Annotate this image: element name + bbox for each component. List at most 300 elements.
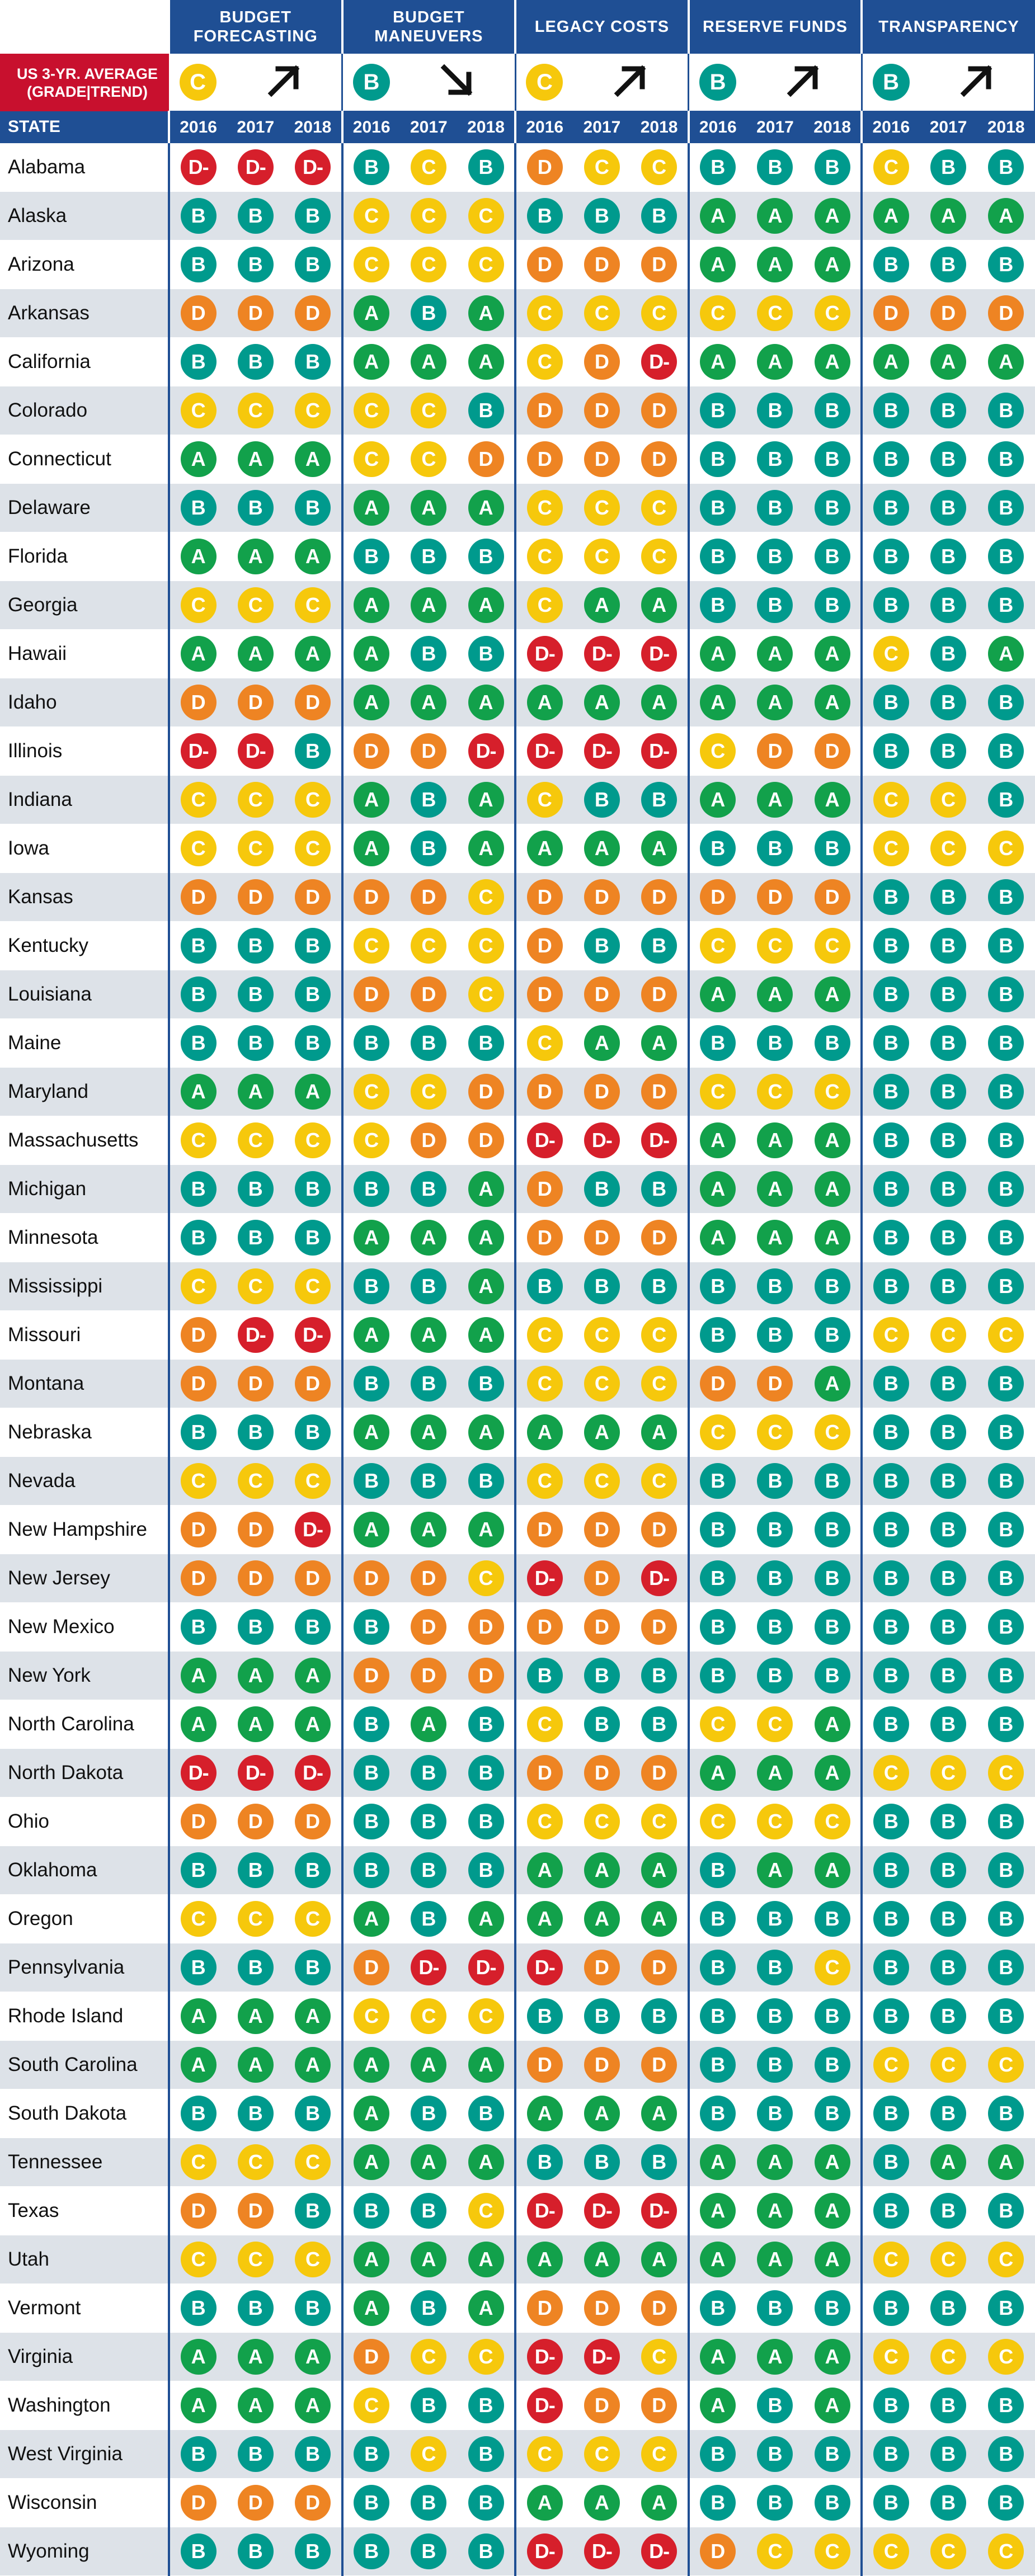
grade-badge: B: [584, 782, 620, 818]
grade-cell: [284, 1310, 342, 1359]
grade-badge: B: [988, 1852, 1024, 1888]
grade-cell: [862, 775, 919, 824]
grade-cell: [573, 191, 631, 240]
grade-badge: A: [238, 1658, 274, 1693]
grade-badge: B: [181, 928, 217, 964]
grade-cell: [458, 1700, 515, 1748]
grade-badge: C: [873, 149, 909, 185]
grade-cell: [862, 1067, 919, 1116]
grade-cell: [631, 629, 689, 678]
grade-badge: A: [295, 441, 331, 477]
grade-cell: [689, 1262, 746, 1310]
grade-badge: B: [238, 1025, 274, 1061]
grade-badge: C: [873, 636, 909, 672]
grade-cell: [977, 581, 1035, 629]
grade-badge: B: [988, 2388, 1024, 2423]
grade-cell: [284, 1992, 342, 2040]
grade-badge: D: [584, 1609, 620, 1645]
grade-cell: [573, 2138, 631, 2186]
grade-badge: B: [988, 1074, 1024, 1110]
grade-cell: [631, 1310, 689, 1359]
grade-cell: [458, 1164, 515, 1213]
grade-cell: [515, 1116, 573, 1164]
grade-cell: [458, 1213, 515, 1262]
trend-up-arrow-icon: [611, 61, 650, 100]
grade-badge: A: [527, 1901, 563, 1937]
state-row: [0, 1116, 1035, 1164]
grade-cell: [515, 483, 573, 532]
grade-badge: D: [584, 1074, 620, 1110]
grade-cell: [746, 2332, 804, 2381]
grade-cell: [342, 2332, 400, 2381]
grade-cell: [515, 1554, 573, 1602]
grade-badge: D-: [181, 149, 217, 185]
grade-cell: [458, 2040, 515, 2089]
grade-badge: D: [700, 879, 736, 915]
grade-badge: D-: [527, 2193, 563, 2229]
state-name: New Mexico: [0, 1602, 169, 1651]
grade-badge: B: [930, 1560, 966, 1596]
grade-badge: B: [988, 1025, 1024, 1061]
grade-cell: [227, 2429, 284, 2478]
grade-cell: [919, 2429, 977, 2478]
grade-cell: [458, 726, 515, 775]
grade-badge: B: [700, 2485, 736, 2521]
grade-cell: [919, 678, 977, 726]
grade-cell: [342, 289, 400, 337]
grade-cell: [689, 1602, 746, 1651]
grade-cell: [862, 726, 919, 775]
grade-cell: [862, 1554, 919, 1602]
grade-badge: D: [354, 879, 389, 915]
grade-cell: [919, 872, 977, 921]
grade-badge: D-: [584, 1122, 620, 1158]
grade-cell: [804, 435, 862, 483]
grade-cell: [458, 824, 515, 872]
grade-badge: B: [527, 1998, 563, 2034]
grade-badge: B: [757, 587, 793, 623]
grade-cell: [227, 581, 284, 629]
grade-badge: B: [354, 1609, 389, 1645]
grade-cell: [284, 1748, 342, 1797]
grade-cell: [631, 581, 689, 629]
grade-cell: [458, 1310, 515, 1359]
grade-cell: [804, 1116, 862, 1164]
grade-badge: C: [527, 1366, 563, 1402]
grade-cell: [515, 1505, 573, 1554]
grade-badge: B: [930, 539, 966, 574]
grade-badge: D-: [181, 1755, 217, 1791]
grade-badge: C: [584, 149, 620, 185]
grade-cell: [977, 1213, 1035, 1262]
state-name: Vermont: [0, 2284, 169, 2332]
grade-cell: [689, 970, 746, 1018]
grade-cell: [458, 1894, 515, 1943]
grade-cell: [804, 2138, 862, 2186]
grade-badge: C: [641, 539, 677, 574]
grade-badge: A: [700, 1171, 736, 1207]
grade-badge: B: [873, 441, 909, 477]
grade-cell: [689, 191, 746, 240]
grade-badge: D-: [527, 1950, 563, 1985]
grade-badge: D: [468, 1074, 504, 1110]
grade-badge: A: [468, 2047, 504, 2083]
state-row: [0, 2527, 1035, 2575]
grade-badge: A: [468, 1171, 504, 1207]
grade-cell: [400, 1846, 458, 1894]
grade-badge: D: [238, 685, 274, 720]
grade-badge: D: [584, 976, 620, 1012]
grade-cell: [400, 872, 458, 921]
grade-badge: B: [584, 928, 620, 964]
grade-cell: [227, 2527, 284, 2575]
grade-cell: [804, 2284, 862, 2332]
grade-badge: A: [641, 1025, 677, 1061]
grade-cell: [746, 143, 804, 192]
grade-cell: [631, 240, 689, 289]
grade-badge: D: [641, 1512, 677, 1548]
grade-badge: C: [181, 393, 217, 428]
grade-badge: A: [238, 2047, 274, 2083]
us-average-trend-cell: [746, 54, 862, 111]
grade-badge: B: [181, 2096, 217, 2131]
grade-badge: B: [584, 1658, 620, 1693]
grade-badge: B: [181, 1025, 217, 1061]
grade-badge: C: [641, 149, 677, 185]
grade-cell: [284, 2040, 342, 2089]
grade-cell: [804, 337, 862, 386]
grade-badge: C: [527, 1025, 563, 1061]
grade-cell: [284, 1651, 342, 1700]
grade-cell: [631, 2235, 689, 2284]
grade-badge: B: [873, 928, 909, 964]
grade-badge: D-: [527, 636, 563, 672]
grade-cell: [284, 1894, 342, 1943]
grade-cell: [746, 1018, 804, 1067]
grade-badge: D: [354, 1658, 389, 1693]
grade-badge: D: [584, 344, 620, 380]
grade-cell: [631, 1262, 689, 1310]
grade-cell: [284, 1018, 342, 1067]
state-row: [0, 386, 1035, 435]
grade-badge: B: [757, 393, 793, 428]
grade-cell: [862, 872, 919, 921]
grade-cell: [919, 2138, 977, 2186]
grade-badge: C: [238, 1463, 274, 1499]
grade-cell: [342, 1164, 400, 1213]
grade-badge: B: [930, 1220, 966, 1256]
grade-badge: B: [873, 490, 909, 526]
grade-badge: D: [181, 2193, 217, 2229]
grade-badge: B: [238, 1950, 274, 1985]
state-row: [0, 2284, 1035, 2332]
grade-badge: B: [930, 1804, 966, 1839]
grade-cell: [515, 872, 573, 921]
state-row: [0, 921, 1035, 970]
grade-badge: C: [295, 2144, 331, 2180]
grade-badge: A: [584, 1852, 620, 1888]
grade-badge: D-: [641, 636, 677, 672]
grade-cell: [227, 2040, 284, 2089]
grade-badge: C: [757, 1706, 793, 1742]
state-name: Minnesota: [0, 1213, 169, 1262]
grade-cell: [227, 775, 284, 824]
grade-badge: B: [700, 1268, 736, 1304]
grade-badge: A: [757, 1755, 793, 1791]
grade-cell: [919, 240, 977, 289]
grade-badge: D: [584, 1950, 620, 1985]
state-row: [0, 2478, 1035, 2527]
state-row: [0, 483, 1035, 532]
grade-badge: C: [700, 1706, 736, 1742]
grade-cell: [919, 191, 977, 240]
grade-badge: D-: [295, 1317, 331, 1353]
state-name: Rhode Island: [0, 1992, 169, 2040]
grade-badge: A: [411, 587, 446, 623]
grade-cell: [919, 1992, 977, 2040]
grade-badge: B: [238, 1220, 274, 1256]
grade-cell: [573, 1213, 631, 1262]
grade-cell: [746, 1359, 804, 1408]
grade-badge: D: [181, 1317, 217, 1353]
grade-badge: B: [238, 247, 274, 282]
grade-badge: D: [527, 149, 563, 185]
grade-badge: D: [641, 976, 677, 1012]
grade-cell: [227, 143, 284, 192]
grade-badge: B: [930, 1268, 966, 1304]
grade-badge: D: [411, 1609, 446, 1645]
year-header: 2017: [919, 111, 977, 143]
grade-badge: B: [238, 1609, 274, 1645]
grade-cell: [631, 2284, 689, 2332]
category-header: LEGACY COSTS: [515, 0, 689, 54]
grade-badge: D-: [295, 149, 331, 185]
grade-cell: [342, 1748, 400, 1797]
grade-badge: A: [641, 2242, 677, 2277]
grade-badge: B: [757, 539, 793, 574]
grade-badge: B: [181, 490, 217, 526]
grade-badge: D-: [468, 733, 504, 769]
grade-badge: B: [757, 2290, 793, 2326]
grade-cell: [919, 1018, 977, 1067]
grade-cell: [573, 1846, 631, 1894]
grade-cell: [227, 1700, 284, 1748]
grade-badge: A: [815, 1706, 850, 1742]
grade-cell: [862, 824, 919, 872]
state-row: [0, 1602, 1035, 1651]
grade-badge: A: [411, 2242, 446, 2277]
grade-badge: A: [468, 2144, 504, 2180]
grade-badge: B: [411, 2193, 446, 2229]
grade-cell: [689, 1846, 746, 1894]
grade-badge: B: [468, 1366, 504, 1402]
grade-cell: [804, 2527, 862, 2575]
state-row: [0, 1554, 1035, 1602]
grade-badge: B: [527, 2144, 563, 2180]
grade-cell: [284, 191, 342, 240]
grade-badge: D: [527, 1074, 563, 1110]
grade-cell: [689, 775, 746, 824]
grade-cell: [977, 1018, 1035, 1067]
grade-badge: C: [873, 2533, 909, 2569]
grade-badge: B: [930, 976, 966, 1012]
grade-badge: A: [584, 2485, 620, 2521]
grade-badge: A: [641, 1852, 677, 1888]
grade-cell: [631, 1943, 689, 1992]
grade-badge: A: [411, 1414, 446, 1450]
grade-badge: B: [988, 1220, 1024, 1256]
grade-cell: [862, 240, 919, 289]
grade-badge: D: [411, 879, 446, 915]
grade-badge: A: [873, 198, 909, 234]
grade-badge: B: [354, 1755, 389, 1791]
grade-badge: A: [411, 2144, 446, 2180]
grade-badge: A: [468, 1901, 504, 1937]
grade-badge: B: [641, 928, 677, 964]
grade-badge: D: [411, 1560, 446, 1596]
grade-badge: D-: [527, 2339, 563, 2375]
grade-cell: [631, 2527, 689, 2575]
grade-badge: B: [930, 1658, 966, 1693]
grade-cell: [227, 191, 284, 240]
grade-badge: B: [815, 587, 850, 623]
grade-badge: B: [988, 1366, 1024, 1402]
grade-badge: C: [468, 2339, 504, 2375]
category-header: BUDGET MANEUVERS: [342, 0, 516, 54]
grade-badge: D: [584, 247, 620, 282]
grade-cell: [400, 1894, 458, 1943]
grade-badge: D: [700, 2533, 736, 2569]
grade-cell: [400, 289, 458, 337]
grade-cell: [342, 435, 400, 483]
grade-badge: B: [584, 1706, 620, 1742]
grade-cell: [515, 532, 573, 581]
grade-badge: B: [700, 2290, 736, 2326]
grade-badge: D: [584, 1755, 620, 1791]
grade-cell: [631, 824, 689, 872]
grade-badge: D: [584, 393, 620, 428]
grade-badge: C: [641, 2339, 677, 2375]
grade-badge: B: [873, 685, 909, 720]
grade-badge: A: [700, 685, 736, 720]
grade-cell: [862, 1116, 919, 1164]
state-row: [0, 2332, 1035, 2381]
grade-cell: [284, 1797, 342, 1846]
grade-badge: C: [411, 247, 446, 282]
grade-badge: D: [584, 1220, 620, 1256]
grade-badge: B: [468, 1852, 504, 1888]
grade-badge: C: [181, 1268, 217, 1304]
grade-cell: [342, 2235, 400, 2284]
grade-cell: [284, 1116, 342, 1164]
grade-badge: A: [757, 198, 793, 234]
grade-cell: [284, 1456, 342, 1505]
grade-badge: B: [930, 587, 966, 623]
grade-badge: A: [815, 1220, 850, 1256]
grade-cell: [746, 1748, 804, 1797]
grade-cell: [746, 1943, 804, 1992]
grade-cell: [689, 1067, 746, 1116]
grade-cell: [977, 2089, 1035, 2138]
grade-cell: [746, 1846, 804, 1894]
grade-badge: B: [354, 2533, 389, 2569]
grade-cell: [573, 1164, 631, 1213]
grade-cell: [515, 921, 573, 970]
grade-badge: B: [354, 1804, 389, 1839]
us-average-label: US 3-YR. AVERAGE (GRADE|TREND): [0, 54, 169, 111]
grade-badge: D: [584, 441, 620, 477]
grade-badge: C: [411, 441, 446, 477]
grade-badge: B: [181, 976, 217, 1012]
grade-cell: [862, 2040, 919, 2089]
grade-badge: B: [873, 1025, 909, 1061]
year-header: 2017: [227, 111, 284, 143]
grade-badge: C: [873, 1317, 909, 1353]
grade-badge: B: [468, 2096, 504, 2131]
grade-badge: B: [181, 2290, 217, 2326]
year-header: 2018: [284, 111, 342, 143]
grade-cell: [169, 2040, 227, 2089]
grade-cell: [227, 872, 284, 921]
state-row: [0, 1651, 1035, 1700]
grade-badge: B: [238, 198, 274, 234]
grade-badge: B: [873, 1171, 909, 1207]
grade-badge: C: [181, 587, 217, 623]
grade-cell: [977, 1262, 1035, 1310]
grade-cell: [284, 2478, 342, 2527]
grade-cell: [400, 2332, 458, 2381]
grade-cell: [977, 2381, 1035, 2429]
grade-cell: [458, 1992, 515, 2040]
grade-cell: [458, 2429, 515, 2478]
grade-cell: [284, 1846, 342, 1894]
grade-badge: B: [700, 1025, 736, 1061]
grade-badge: B: [873, 2436, 909, 2472]
grade-cell: [342, 921, 400, 970]
grade-badge: D: [468, 441, 504, 477]
grade-cell: [458, 2089, 515, 2138]
grade-cell: [227, 1018, 284, 1067]
state-row: [0, 872, 1035, 921]
grade-badge: D: [584, 1560, 620, 1596]
grade-badge: A: [181, 1658, 217, 1693]
grade-cell: [400, 1943, 458, 1992]
grade-cell: [227, 1651, 284, 1700]
grade-cell: [689, 2527, 746, 2575]
grade-cell: [342, 143, 400, 192]
grade-cell: [862, 1456, 919, 1505]
grade-badge: B: [988, 539, 1024, 574]
grade-badge: B: [873, 64, 910, 101]
grade-cell: [515, 824, 573, 872]
grade-cell: [169, 1310, 227, 1359]
grade-badge: B: [411, 2388, 446, 2423]
grade-cell: [515, 1602, 573, 1651]
grade-cell: [227, 970, 284, 1018]
grade-badge: C: [815, 1804, 850, 1839]
grade-badge: B: [815, 1317, 850, 1353]
grade-cell: [746, 483, 804, 532]
grade-badge: D-: [641, 2193, 677, 2229]
state-row: [0, 240, 1035, 289]
grade-badge: B: [873, 879, 909, 915]
grade-badge: A: [181, 636, 217, 672]
grade-cell: [804, 532, 862, 581]
grade-badge: B: [700, 1512, 736, 1548]
grade-cell: [977, 1505, 1035, 1554]
grade-badge: D: [641, 441, 677, 477]
grade-cell: [573, 2478, 631, 2527]
